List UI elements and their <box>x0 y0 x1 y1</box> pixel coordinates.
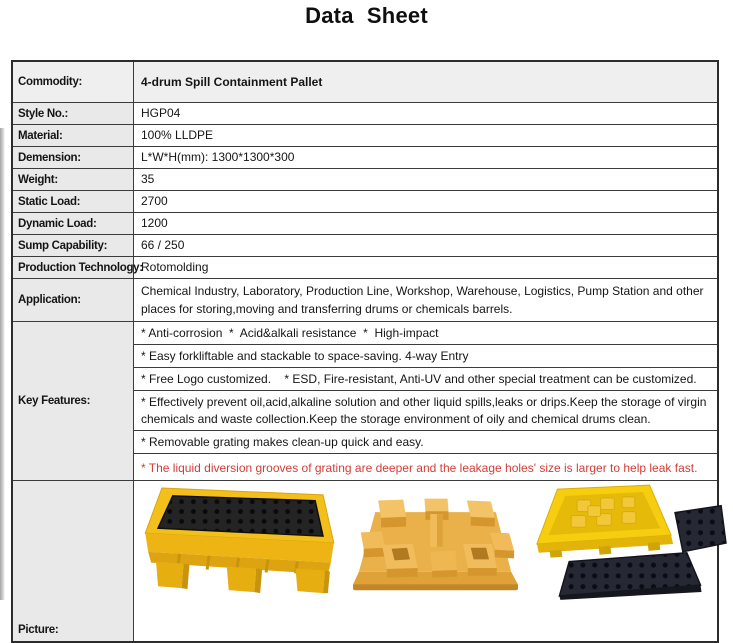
spec-value: 1200 <box>141 216 168 230</box>
key-features-list <box>134 322 717 480</box>
data-sheet-table <box>11 60 719 643</box>
spec-row <box>13 168 717 190</box>
spec-label: Production Technology: <box>13 257 134 278</box>
picture-label: Picture: <box>13 481 134 641</box>
page-title: Data Sheet <box>305 3 428 28</box>
spec-value: L*W*H(mm): 1300*1300*300 <box>141 150 295 164</box>
pallet-grating <box>158 496 323 536</box>
pallet-foot-right <box>296 569 325 594</box>
application-value: Chemical Industry, Laboratory, Production Line, Workshop, Warehouse, Logistics, Pump Station and other places for storing,moving and transferring drums or chemicals barrels. <box>141 284 704 316</box>
picture-row <box>13 480 717 641</box>
spec-label: Demension: <box>13 147 134 168</box>
spec-value: 35 <box>141 172 155 186</box>
pallet-foot-mid <box>227 567 256 593</box>
commodity-label: Commodity: <box>13 62 134 102</box>
spec-value: 100% LLDPE <box>141 128 214 142</box>
spec-label: Static Load: <box>13 191 134 212</box>
key-feature-item: * Effectively prevent oil,acid,alkaline solution and other liquid spills,leaks or drips.Keep the storage of virgin chemicals and waste collection.Keep the storage environment of oily and chemical drums clean. <box>134 390 717 430</box>
spec-row <box>13 212 717 234</box>
tray-with-gratings-exploded-photo <box>530 484 726 600</box>
picture-cell <box>134 481 717 641</box>
spec-label: Style No.: <box>13 103 134 124</box>
spec-row <box>13 102 717 124</box>
application-row <box>13 278 717 321</box>
spec-value: 2700 <box>141 194 168 208</box>
spec-row <box>13 256 717 278</box>
spec-row <box>13 124 717 146</box>
pallet-with-grating-photo <box>140 487 342 597</box>
spec-row <box>13 146 717 168</box>
spec-value: HGP04 <box>141 106 181 120</box>
spec-label: Material: <box>13 125 134 146</box>
key-feature-item: * Free Logo customized. * ESD, Fire-resistant, Anti-UV and other special treatment can be customized. <box>134 367 717 390</box>
key-feature-item: * Removable grating makes clean-up quick and easy. <box>134 430 717 453</box>
spec-value: Rotomolding <box>141 260 209 274</box>
key-feature-item-highlighted: * The liquid diversion grooves of grating are deeper and the leakage holes' size is larger to help leak fast. <box>134 453 717 480</box>
application-label: Application: <box>13 279 134 321</box>
pallet-foot-left <box>156 562 184 589</box>
spec-label: Dynamic Load: <box>13 213 134 234</box>
spec-label: Weight: <box>13 169 134 190</box>
pallet-base-mold-photo <box>347 488 525 596</box>
spec-label: Sump Capability: <box>13 235 134 256</box>
page-edge-shadow <box>0 128 5 600</box>
key-feature-item: * Easy forkliftable and stackable to space-saving. 4-way Entry <box>134 344 717 367</box>
commodity-value: 4-drum Spill Containment Pallet <box>141 74 323 89</box>
spec-row <box>13 190 717 212</box>
spec-value: 66 / 250 <box>141 238 185 252</box>
key-feature-item: * Anti-corrosion * Acid&alkali resistance * High-impact <box>141 326 439 340</box>
spec-row <box>13 234 717 256</box>
key-features-row <box>13 321 717 480</box>
key-features-label: Key Features: <box>13 322 134 480</box>
spec-rows <box>13 102 717 278</box>
grating-back <box>675 506 726 552</box>
commodity-row <box>13 62 717 102</box>
